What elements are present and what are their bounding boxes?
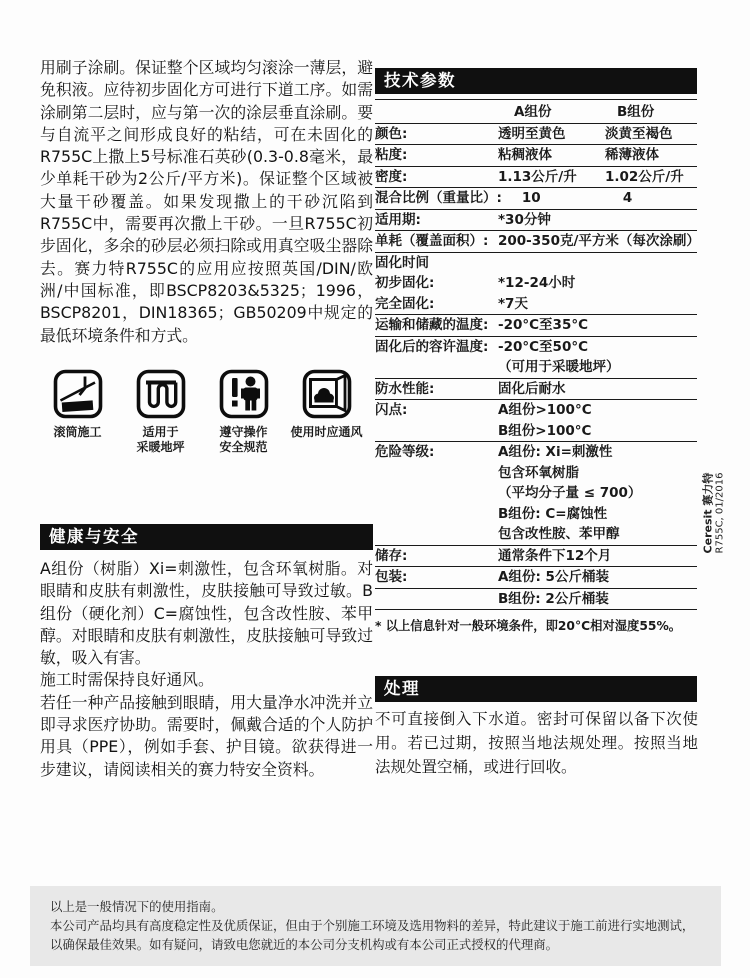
health-paragraph: A组份（树脂）Xi=刺激性，包含环氧树脂。对眼睛和皮肤有刺激性，皮肤接触可导致过敏。B组份（硬化剂）C=腐蚀性，包含改性胺、苯甲醇。对眼睛和皮肤有刺激性，皮肤接触可导致过敏，吸入有害。 bbox=[40, 559, 373, 668]
table-row bbox=[375, 102, 697, 124]
table-row bbox=[375, 188, 697, 210]
cell-component-b: 1.02公斤/升 bbox=[605, 168, 684, 185]
section-header-health-safety: 健康与安全 bbox=[40, 524, 373, 550]
table-row bbox=[375, 253, 697, 274]
health-safety-text bbox=[40, 558, 373, 781]
product-ref-side-label: R755C, 01/2016 bbox=[714, 472, 726, 554]
cell-component-b: 稀薄液体 bbox=[605, 147, 659, 163]
cell-component-a: A组份 bbox=[514, 104, 552, 120]
health-paragraph: 若任一种产品接触到眼睛，用大量净水冲洗并立即寻求医疗协助。需要时，佩戴合适的个人防护用具（PPE），例如手套、护目镜。欲获得进一步建议，请阅读相关的赛力特安全资料。 bbox=[40, 692, 373, 779]
row-label: 初步固化: bbox=[375, 275, 435, 291]
row-label: 单耗（覆盖面积）: bbox=[375, 233, 489, 249]
disposal-paragraph: 不可直接倒入下水道。密封可保留以备下次使用。若已过期，按照当地法规处理。按照当地法规处置空桶，或进行回收。 bbox=[375, 710, 698, 776]
cell-component-a: 10 bbox=[521, 190, 541, 206]
disclaimer-line: 以上是一般情况下的使用指南。 bbox=[50, 899, 224, 914]
table-row bbox=[375, 483, 697, 504]
row-value: （可用于采暖地坪） bbox=[498, 359, 620, 375]
section-header-tech-params: 技术参数 bbox=[375, 68, 697, 94]
icon-card-ventilation bbox=[286, 369, 367, 455]
row-label: 粘度: bbox=[375, 147, 408, 163]
cell-component-a: 粘稠液体 bbox=[498, 147, 552, 163]
application-paragraph: 用刷子涂刷。保证整个区域均匀滚涂一薄层，避免积液。应待初步固化方可进行下道工序。如需涂刷第二层时，应与第一次的涂层垂直涂刷。要与自流平之间形成良好的粘结，可在未固化的R755C上撒上5号标准石英砂(0.3-0.8毫米，最少单耗干砂为2公斤/平方米)。保证整个区域被大量干砂覆盖。如果发现撒上的干砂沉陷到R755C中，需要再次撒上干砂。一旦R755C初步固化，多余的砂层必须扫除或用真空吸尘器除去。赛力特R755C的应用应按照英国/DIN/欧洲/中国标准，即BSCP8203&5325；1996，BSCP8201，DIN18365；GB50209中规定的最低环境条件和方式。 bbox=[40, 58, 373, 345]
table-footnote: * 以上信息针对一般环境条件，即20°C相对湿度55%。 bbox=[375, 619, 682, 633]
row-label: 固化时间 bbox=[375, 254, 429, 271]
icon-caption: 适用于 采暖地坪 bbox=[136, 425, 185, 454]
row-value: A组份>100°C bbox=[498, 402, 592, 418]
table-row bbox=[375, 145, 697, 167]
brand-side-label: Ceresit 赛力特 bbox=[701, 472, 715, 554]
row-label: 储存: bbox=[375, 547, 408, 564]
row-label: 危险等级: bbox=[375, 444, 435, 460]
row-label: 完全固化: bbox=[375, 295, 435, 312]
table-row bbox=[375, 400, 697, 421]
cell-component-b: 淡黄至褐色 bbox=[605, 125, 673, 142]
row-label: 颜色: bbox=[375, 125, 408, 142]
cell-component-b: 4 bbox=[622, 190, 633, 206]
row-value: B组份>100°C bbox=[498, 422, 592, 439]
table-row bbox=[375, 273, 697, 294]
table-row bbox=[375, 315, 697, 337]
row-value: 通常条件下12个月 bbox=[498, 547, 612, 564]
row-value: B组份: 2公斤桶装 bbox=[498, 590, 609, 607]
section-header-disposal: 处理 bbox=[375, 676, 697, 702]
row-value: B组份: C=腐蚀性 bbox=[498, 505, 608, 522]
row-label: 包装: bbox=[375, 569, 408, 585]
safety-rules-icon bbox=[219, 369, 269, 419]
table-row bbox=[375, 442, 697, 463]
row-value: 包含环氧树脂 bbox=[498, 464, 579, 481]
row-value: -20°C至50°C bbox=[498, 338, 588, 355]
disclaimer-box bbox=[30, 886, 721, 966]
table-row bbox=[375, 589, 697, 611]
icon-caption: 遵守操作 安全规范 bbox=[219, 425, 268, 454]
pictogram-row bbox=[37, 369, 367, 455]
table-row bbox=[375, 210, 697, 232]
row-label: 闪点: bbox=[375, 402, 408, 418]
floor-heating-icon bbox=[136, 369, 186, 419]
row-label: 防水性能: bbox=[375, 380, 435, 397]
ventilation-window-icon bbox=[302, 369, 352, 419]
side-note bbox=[702, 473, 727, 554]
table-row bbox=[375, 421, 697, 443]
cell-component-a: 1.13公斤/升 bbox=[498, 168, 577, 185]
row-value: 200-350克/平方米（每次涂刷） bbox=[498, 233, 700, 249]
row-value: A组份: 5公斤桶装 bbox=[498, 569, 609, 585]
row-value: *7天 bbox=[498, 295, 528, 312]
disclaimer-line: 本公司产品均具有高度稳定性及优质保证，但由于个别施工环境及选用物料的差异，特此建议于施工前进行实地测试，以确保最佳效果。如有疑问，请致电您就近的本公司分支机构或有本公司正式授权的代理商。 bbox=[50, 918, 695, 952]
table-row bbox=[375, 337, 697, 358]
row-label: 固化后的容许温度: bbox=[375, 338, 489, 355]
row-value: -20°C至35°C bbox=[498, 317, 588, 333]
row-label: 运输和储藏的温度: bbox=[375, 317, 489, 333]
icon-card-safety bbox=[203, 369, 284, 455]
table-row bbox=[375, 357, 697, 379]
table-row bbox=[375, 231, 700, 253]
table-row bbox=[375, 294, 697, 316]
cell-component-b: B组份 bbox=[617, 104, 655, 120]
icon-card-roller bbox=[37, 369, 118, 455]
row-label: 适用期: bbox=[375, 211, 421, 228]
table-row bbox=[375, 567, 697, 589]
table-row bbox=[375, 167, 697, 189]
row-value: *12-24小时 bbox=[498, 275, 576, 291]
row-value: （平均分子量 ≤ 700） bbox=[498, 485, 642, 501]
icon-caption: 滚筒施工 bbox=[53, 425, 102, 439]
table-row bbox=[375, 504, 697, 525]
icon-caption: 使用时应通风 bbox=[290, 425, 363, 439]
table-row bbox=[375, 546, 697, 568]
table-row bbox=[375, 524, 697, 546]
cell-component-a: 透明至黄色 bbox=[498, 125, 566, 142]
table-row bbox=[375, 379, 697, 401]
table-row bbox=[375, 463, 697, 484]
row-value: A组份: Xi=刺激性 bbox=[498, 444, 613, 460]
health-paragraph: 施工时需保持良好通风。 bbox=[40, 670, 214, 690]
icon-card-floor-heating bbox=[120, 369, 201, 455]
paint-roller-icon bbox=[53, 369, 103, 419]
table-row bbox=[375, 124, 697, 146]
row-value: *30分钟 bbox=[498, 211, 551, 228]
row-value: 固化后耐水 bbox=[498, 380, 566, 397]
tech-params-table bbox=[375, 99, 700, 634]
row-label: 混合比例（重量比）: bbox=[375, 190, 502, 206]
row-label: 密度: bbox=[375, 168, 408, 185]
row-value: 包含改性胺、苯甲醇 bbox=[498, 526, 620, 542]
